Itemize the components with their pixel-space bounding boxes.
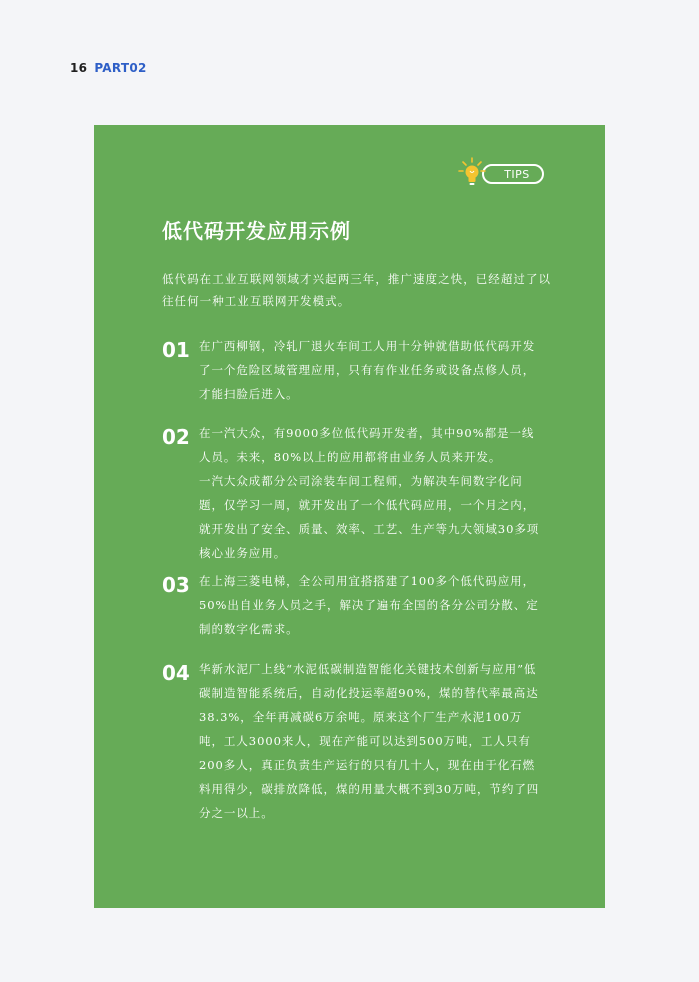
item-paragraph: 在一汽大众，有9000多位低代码开发者，其中90%都是一线人员。未来，80%以上的应用都将由业务人员来开发。 (199, 426, 535, 464)
card-title: 低代码开发应用示例 (162, 219, 351, 243)
item-text (199, 334, 545, 406)
item-paragraph: 华新水泥厂上线“水泥低碳制造智能化关键技术创新与应用”低碳制造智能系统后，自动化投运率超90%，煤的替代率最高达38.3%，全年再减碳6万余吨。原来这个厂生产水泥100万吨，工人3000来人，现在产能可以达到500万吨，工人只有200多人，真正负责生产运行的只有几十人，现在由于化石燃料用得少，碳排放降低，煤的用量大概不到30万吨，节约了四分之一以上。 (199, 662, 540, 820)
lightbulb-icon (458, 156, 492, 190)
item-number: 03 (162, 573, 190, 597)
item-number: 01 (162, 338, 190, 362)
page-number: 16 (70, 61, 88, 75)
item-text (199, 569, 545, 641)
tips-label: TIPS (504, 167, 530, 181)
item-paragraph: 一汽大众成都分公司涂装车间工程师，为解决车间数字化问题，仅学习一周，就开发出了一个低代码应用，一个月之内，就开发出了安全、质量、效率、工艺、生产等九大领域30多项核心业务应用。 (199, 474, 540, 560)
item-text (199, 421, 545, 565)
part-label: PART02 (94, 61, 147, 75)
item-paragraph: 在广西柳钢，冷轧厂退火车间工人用十分钟就借助低代码开发了一个危险区域管理应用，只有有作业任务或设备点修人员，才能扫脸后进入。 (199, 339, 536, 401)
tips-card (94, 125, 605, 908)
item-number: 02 (162, 425, 190, 449)
intro-text: 低代码在工业互联网领域才兴起两三年，推广速度之快，已经超过了以往任何一种工业互联网开发模式。 (162, 272, 552, 308)
item-paragraph: 在上海三菱电梯，全公司用宜搭搭建了100多个低代码应用，50%出自业务人员之手，解决了遍布全国的各分公司分散、定制的数字化需求。 (199, 574, 539, 636)
item-text (199, 657, 545, 825)
tips-badge (458, 156, 548, 192)
item-number: 04 (162, 661, 190, 685)
page-header (70, 61, 147, 75)
